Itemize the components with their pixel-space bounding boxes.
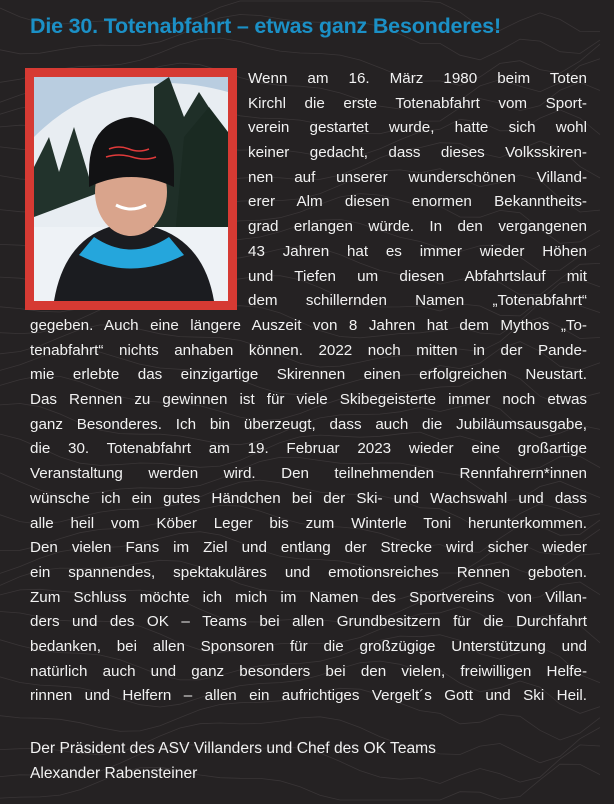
text-line: rinnen und Helfern – allen ein aufrichtiges Vergelt´s Gott und Ski Heil. xyxy=(30,687,587,705)
text-line: keiner gedacht, dass dieses Volksskiren- xyxy=(248,144,587,162)
article-text-body xyxy=(30,314,587,709)
text-line: Veranstaltung werden wird. Den teilnehmenden Rennfahrern*innen xyxy=(30,465,587,483)
text-line: mie erlebte das einzigartige Skirennen einen erfolgreichen Neustart. xyxy=(30,366,587,384)
portrait-photo xyxy=(25,68,237,310)
text-line: natürlich auch und ganz besonders bei den vielen, freiwilligen Helfe- xyxy=(30,662,587,680)
text-line: die 30. Totenabfahrt am 19. Februar 2023 wieder eine großartige xyxy=(30,440,587,458)
text-line: ein spannendes, spektakuläres und emotionsreiches Rennen geboten. xyxy=(30,563,587,581)
text-line: dem schillernden Namen „Totenabfahrt“ xyxy=(248,292,587,310)
text-line: wünsche ich ein gutes Händchen bei der Ski- und Wachswahl und dass xyxy=(30,489,587,507)
text-line: ganz Besonderes. Ich bin überzeugt, dass auch die Jubiläumsausgabe, xyxy=(30,415,587,433)
text-line: verein gestartet wurde, hatte sich wohl xyxy=(248,119,587,137)
text-line: Kirchl die erste Totenabfahrt vom Sport- xyxy=(248,94,587,112)
text-line: Zum Schluss möchte ich mich im Namen des Sportvereins von Villan- xyxy=(30,588,587,606)
text-line: ders und des OK – Teams bei allen Grundbesitzern für die Durchfahrt xyxy=(30,613,587,631)
text-line: Wenn am 16. März 1980 beim Toten xyxy=(248,70,587,87)
text-line: 43 Jahren hat es immer wieder Höhen xyxy=(248,242,587,260)
article-text-beside-photo xyxy=(248,67,587,314)
signature xyxy=(30,737,436,786)
text-line: erer Alm diesen enormen Bekanntheits- xyxy=(248,193,587,211)
signature-name: Alexander Rabensteiner xyxy=(30,764,198,782)
text-line: nen auf unserer wunderschönen Villand- xyxy=(248,168,587,186)
text-line: bedanken, bei allen Sponsoren für die großzügige Unterstützung und xyxy=(30,637,587,655)
article-title: Die 30. Totenabfahrt – etwas ganz Besonderes! xyxy=(30,14,501,38)
signature-role: Der Präsident des ASV Villanders und Chef des OK Teams xyxy=(30,740,436,757)
text-line: Den vielen Fans im Ziel und entlang der Strecke wird sicher wieder xyxy=(30,539,587,557)
text-line: alle heil vom Köber Leger bis zum Winterle Toni herunterkommen. xyxy=(30,514,587,532)
text-line: grad erlangen würde. In den vergangenen xyxy=(248,218,587,236)
text-line: Das Rennen zu gewinnen ist für viele Skibegeisterte immer noch etwas xyxy=(30,391,587,409)
text-line: und Tiefen um diesen Abfahrtslauf mit xyxy=(248,267,587,285)
text-line: gegeben. Auch eine längere Auszeit von 8 Jahren hat dem Mythos „To- xyxy=(30,317,587,334)
text-line: tenabfahrt“ nichts anhaben können. 2022 noch mitten in der Pande- xyxy=(30,341,587,359)
